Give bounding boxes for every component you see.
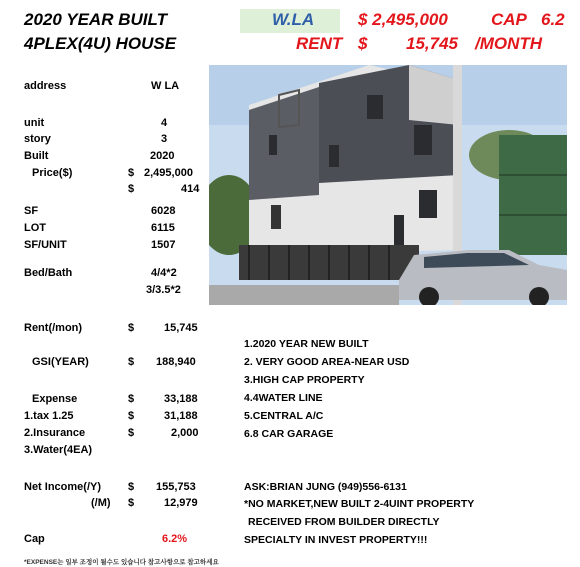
price-label: Price($) xyxy=(32,167,73,179)
header-cap-label: CAP xyxy=(491,10,527,29)
story-label: story xyxy=(24,133,51,145)
rent-label: Rent(/mon) xyxy=(24,322,83,334)
sf-label: SF xyxy=(24,205,39,217)
expense-label: Expense xyxy=(32,393,78,405)
insurance-currency: $ xyxy=(128,427,135,439)
feature-item: 6.8 CAR GARAGE xyxy=(244,428,334,440)
gsi-value: 188,940 xyxy=(156,356,196,368)
net-income-month-label: (/M) xyxy=(91,497,111,509)
price-currency: $ xyxy=(128,167,135,179)
sf-unit-value: 1507 xyxy=(151,239,176,251)
net-income-month-currency: $ xyxy=(128,497,135,509)
lot-label: LOT xyxy=(24,222,46,234)
unit-label: unit xyxy=(24,117,45,129)
header-rent-currency: $ xyxy=(358,34,368,53)
tax-value: 31,188 xyxy=(164,410,198,422)
story-value: 3 xyxy=(161,133,168,145)
feature-item: 4.4WATER LINE xyxy=(244,392,323,404)
lot-value: 6115 xyxy=(151,222,175,234)
cap-value: 6.2% xyxy=(162,533,188,545)
header-rent-value: 15,745 xyxy=(406,34,458,53)
tax-label: 1.tax 1.25 xyxy=(24,410,74,422)
price-value: 2,495,000 xyxy=(144,167,193,179)
expense-value: 33,188 xyxy=(164,393,198,405)
feature-item: 5.CENTRAL A/C xyxy=(244,410,324,422)
header-cap-value: 6.2 xyxy=(541,10,565,29)
contact-line: ASK:BRIAN JUNG (949)556-6131 xyxy=(244,481,407,493)
sf-value: 6028 xyxy=(151,205,176,217)
water-label: 3.Water(4EA) xyxy=(24,444,93,456)
contact-note: *NO MARKET,NEW BUILT 2-4UINT PROPERTY xyxy=(244,498,475,510)
title-line-1: 2020 YEAR BUILT xyxy=(24,10,167,29)
insurance-value: 2,000 xyxy=(171,427,199,439)
built-label: Built xyxy=(24,150,49,162)
sf-unit-label: SF/UNIT xyxy=(24,239,67,251)
ppsf-value: 414 xyxy=(181,183,200,195)
net-income-year-value: 155,753 xyxy=(156,481,196,493)
cap-label: Cap xyxy=(24,533,45,545)
gsi-label: GSI(YEAR) xyxy=(32,356,89,368)
header-rent-label: RENT xyxy=(296,34,343,53)
contact-note: SPECIALTY IN INVEST PROPERTY!!! xyxy=(244,534,428,546)
ppsf-currency: $ xyxy=(128,183,135,195)
unit-value: 4 xyxy=(161,117,168,129)
property-photo xyxy=(209,65,567,305)
header-rent-period: /MONTH xyxy=(475,34,543,53)
net-income-year-currency: $ xyxy=(128,481,135,493)
feature-item: 2. VERY GOOD AREA-NEAR USD xyxy=(244,356,410,368)
bed-bath-value-1: 4/4*2 xyxy=(151,267,177,279)
footnote: *EXPENSE는 일부 조정이 될수도 있습니다 참고사항으로 참고하세요 xyxy=(24,559,219,566)
address-value: W LA xyxy=(151,80,180,92)
feature-item: 3.HIGH CAP PROPERTY xyxy=(244,374,365,386)
net-income-year-label: Net Income(/Y) xyxy=(24,481,102,493)
address-label: address xyxy=(24,80,67,92)
title-line-2: 4PLEX(4U) HOUSE xyxy=(24,34,177,53)
net-income-month-value: 12,979 xyxy=(164,497,198,509)
feature-item: 1.2020 YEAR NEW BUILT xyxy=(244,338,369,350)
insurance-label: 2.Insurance xyxy=(24,427,86,439)
bed-bath-value-2: 3/3.5*2 xyxy=(146,284,181,296)
tax-currency: $ xyxy=(128,410,135,422)
header-price: $ 2,495,000 xyxy=(358,10,448,29)
expense-currency: $ xyxy=(128,393,135,405)
gsi-currency: $ xyxy=(128,356,135,368)
bed-bath-label: Bed/Bath xyxy=(24,267,73,279)
rent-currency: $ xyxy=(128,322,135,334)
built-value: 2020 xyxy=(150,150,175,162)
contact-note: RECEIVED FROM BUILDER DIRECTLY xyxy=(248,516,440,528)
rent-value: 15,745 xyxy=(164,322,198,334)
location: W.LA xyxy=(272,10,315,29)
